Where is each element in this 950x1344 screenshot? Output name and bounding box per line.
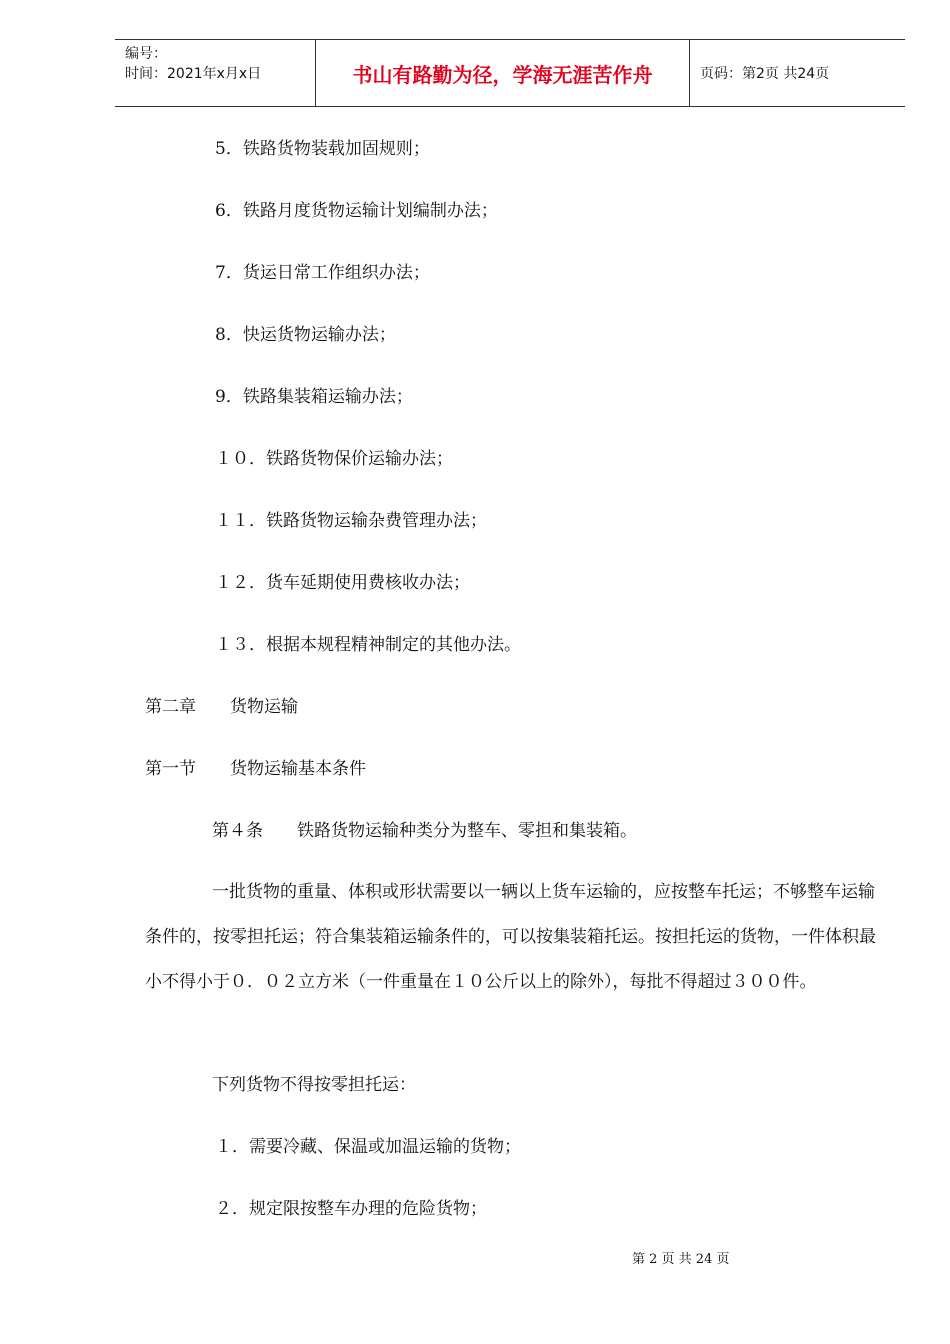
header-meta	[115, 40, 316, 106]
article-heading: 第４条 铁路货物运输种类分为整车、零担和集装箱。	[212, 821, 637, 841]
list-item: ２．规定限按整车办理的危险货物；	[215, 1199, 487, 1219]
list-item: 6．铁路月度货物运输计划编制办法；	[215, 201, 498, 221]
list-item: 9．铁路集装箱运输办法；	[215, 387, 413, 407]
header-page-number: 页码：第2页 共24页	[700, 66, 830, 82]
list-item: １．需要冷藏、保温或加温运输的货物；	[215, 1137, 521, 1157]
page-footer: 第 2 页 共 24 页	[632, 1252, 730, 1267]
header-motto: 书山有路勤为径，学海无涯苦作舟	[316, 40, 690, 106]
document-date-label: 时间：2021年x月x日	[125, 66, 262, 82]
body-paragraph: 一批货物的重量、体积或形状需要以一辆以上货车运输的，应按整车托运；不够整车运输条件的，按零担托运；符合集装箱运输条件的，可以按集装箱托运。按担托运的货物，一件体积最小不得小于０．０２立方米（一件重量在１０公斤以上的除外），每批不得超过３００件。	[145, 882, 876, 992]
chapter-heading: 第二章 货物运输	[145, 697, 298, 717]
list-item: １１．铁路货物运输杂费管理办法；	[215, 511, 487, 531]
document-number-label: 编号：	[125, 46, 167, 62]
section-heading: 第一节 货物运输基本条件	[145, 759, 366, 779]
list-intro: 下列货物不得按零担托运：	[212, 1075, 416, 1095]
list-item: １２．货车延期使用费核收办法；	[215, 573, 470, 593]
list-item: 7．货运日常工作组织办法；	[215, 263, 430, 283]
list-item: １３．根据本规程精神制定的其他办法。	[215, 635, 521, 655]
list-item: １０．铁路货物保价运输办法；	[215, 449, 453, 469]
page-header	[115, 39, 905, 107]
list-item: 5．铁路货物装载加固规则；	[215, 139, 430, 159]
list-item: 8．快运货物运输办法；	[215, 325, 396, 345]
